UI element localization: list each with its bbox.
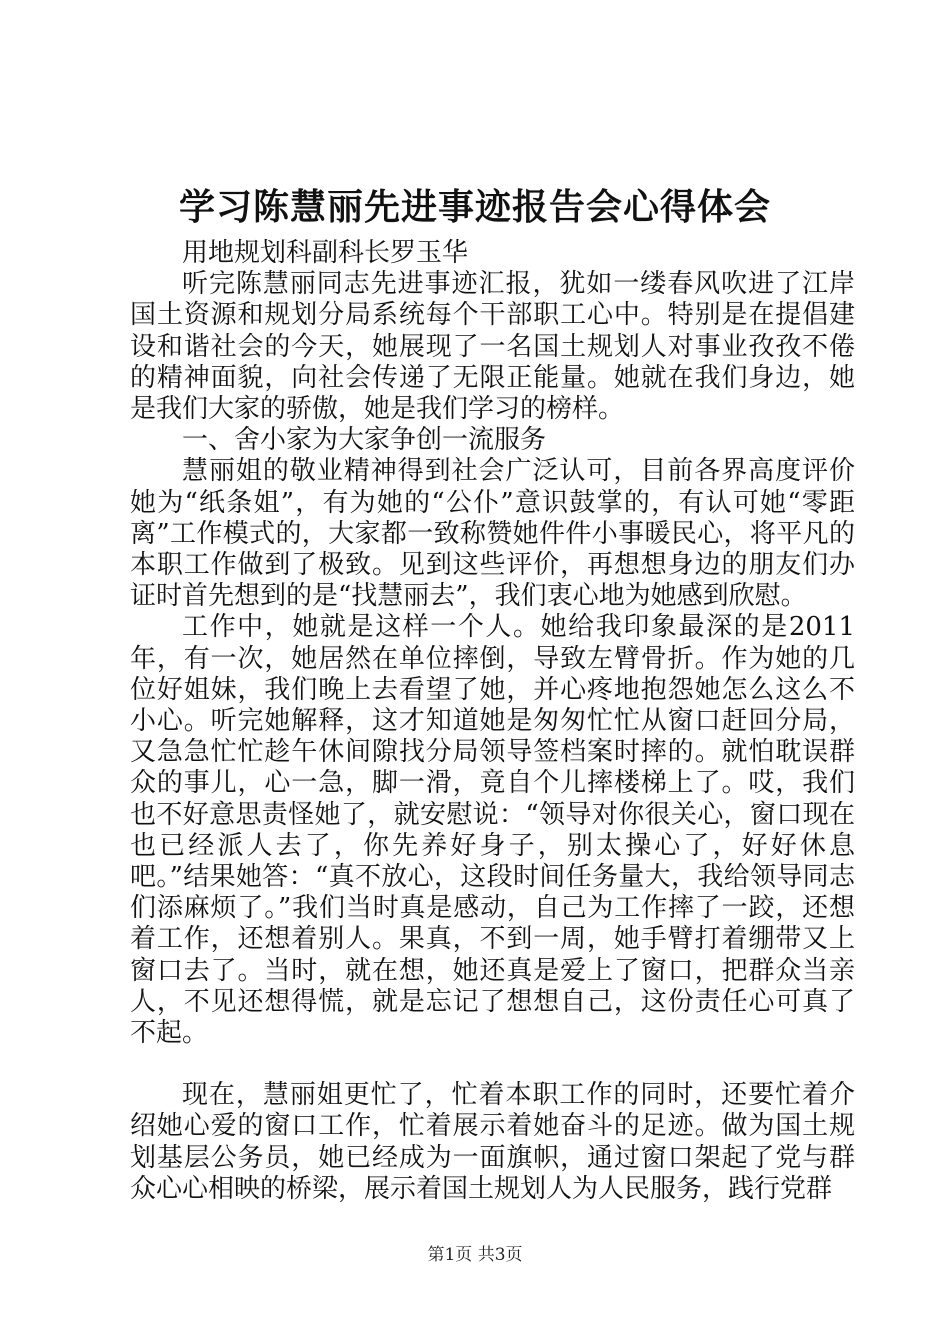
paragraph-spacer: [130, 1049, 855, 1080]
paragraph: 工作中，她就是这样一个人。她给我印象最深的是2011年，有一次，她居然在单位摔倒，导致左臂骨折。作为她的几位好姐妹，我们晚上去看望了她，并心疼地抱怨她怎么这么不小心。听完她解释，这才知道她是匆匆忙忙从窗口赶回分局，又急急忙忙趁午休间隙找分局领导签档案时摔的。就怕耽误群众的事儿，心一急，脚一滑，竟自个儿摔楼梯上了。哎，我们也不好意思责怪她了，就安慰说：“领导对你很关心，窗口现在也已经派人去了，你先养好身子，别太操心了，好好休息吧。”结果她答：“真不放心，这段时间任务量大，我给领导同志们添麻烦了。”我们当时真是感动，自己为工作摔了一跤，还想着工作，还想着别人。果真，不到一周，她手臂打着绷带又上窗口去了。当时，就在想，她还真是爱上了窗口，把群众当亲人，不见还想得慌，就是忘记了想想自己，这份责任心可真了不起。: [130, 612, 855, 1049]
paragraph: 现在，慧丽姐更忙了，忙着本职工作的同时，还要忙着介绍她心爱的窗口工作，忙着展示着她奋斗的足迹。做为国土规划基层公务员，她已经成为一面旗帜，通过窗口架起了党与群众心心相映的桥梁，展示着国土规划人为人民服务，践行党群: [130, 1080, 855, 1204]
section-heading: 一、舍小家为大家争创一流服务: [182, 425, 547, 456]
page-number-footer: 第1页 共3页: [427, 1245, 523, 1265]
document-body: [130, 238, 855, 1205]
author-line: 用地规划科副科长罗玉华: [182, 238, 469, 268]
document-title: 学习陈慧丽先进事迹报告会心得体会: [178, 187, 771, 228]
paragraph: 慧丽姐的敬业精神得到社会广泛认可，目前各界高度评价她为“纸条姐”，有为她的“公仆”意识鼓掌的，有认可她“零距离”工作模式的，大家都一致称赞她件件小事暖民心，将平凡的本职工作做到了极致。见到这些评价，再想想身边的朋友们办证时首先想到的是“找慧丽去”，我们衷心地为她感到欣慰。: [130, 456, 855, 612]
paragraph: 听完陈慧丽同志先进事迹汇报，犹如一缕春风吹进了江岸国土资源和规划分局系统每个干部职工心中。特别是在提倡建设和谐社会的今天，她展现了一名国土规划人对事业孜孜不倦的精神面貌，向社会传递了无限正能量。她就在我们身边，她是我们大家的骄傲，她是我们学习的榜样。: [130, 269, 855, 425]
